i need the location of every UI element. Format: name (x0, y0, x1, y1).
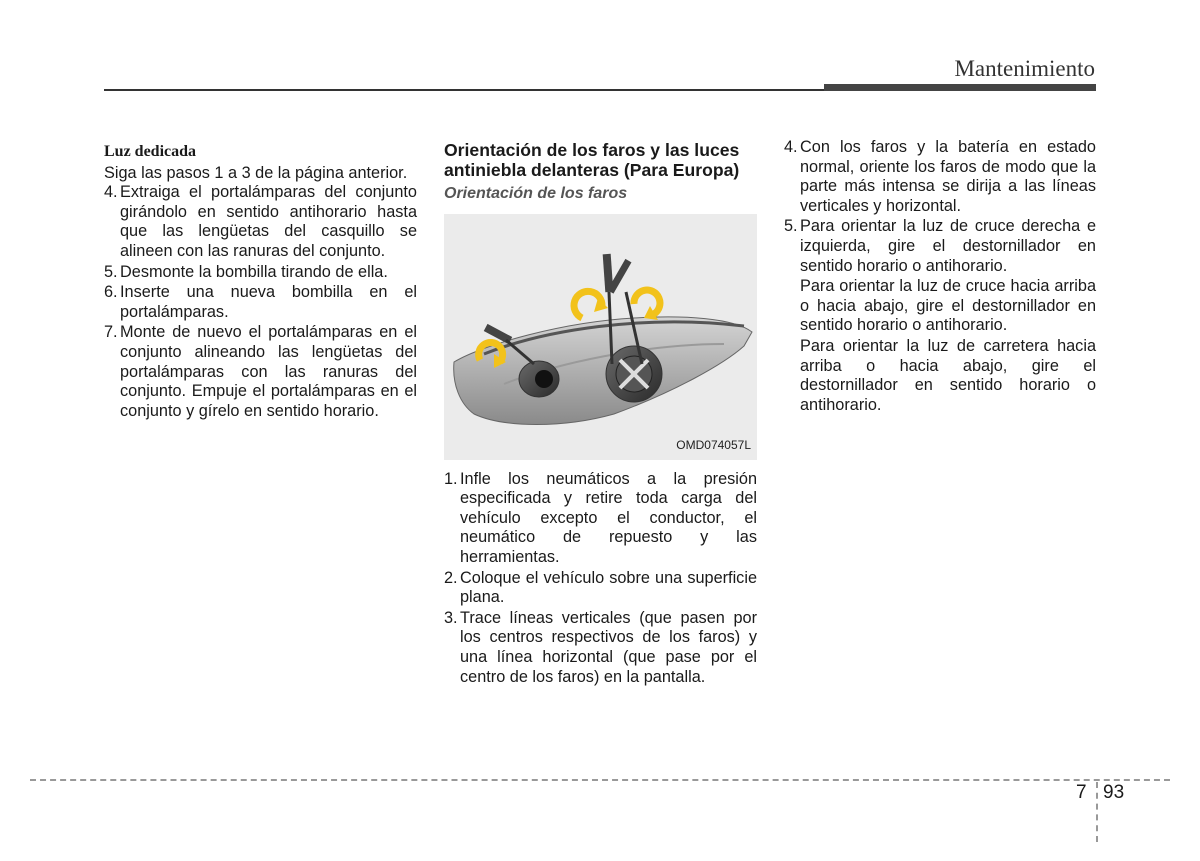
list-item (104, 283, 417, 322)
list-item (104, 183, 417, 261)
step-number: 3. (444, 608, 458, 627)
step-number: 2. (444, 568, 458, 587)
step-number: 7. (104, 323, 118, 342)
list-item (104, 263, 417, 283)
step-text: Desmonte la bombilla tirando de ella. (120, 262, 388, 281)
step-text: Coloque el vehículo sobre una superficie plana. (460, 568, 757, 607)
section-subtitle: Orientación de los faros (444, 185, 628, 202)
step-text: Inserte una nueva bombilla en el portalámparas. (120, 283, 417, 321)
step-continuation: Para orientar la luz de cruce hacia arriba o hacia abajo, gire el destornillador en sentido horario o antihorario. (800, 277, 1096, 335)
list-item (444, 470, 757, 568)
step-text: Monte de nuevo el portalámparas en el conjunto alineando las lengüetas del portalámparas con las ranuras del conjunto. Empuje el portalámparas en el conjunto y gírelo en sentido horario. (120, 323, 417, 420)
step-number: 4. (104, 183, 118, 202)
footer-divider (1096, 782, 1098, 842)
step-number: 5. (784, 217, 798, 236)
header-rule-accent (824, 84, 1096, 91)
step-number: 6. (104, 283, 118, 302)
list-item (444, 569, 757, 608)
section-subheading: Luz dedicada (104, 143, 197, 160)
page-header-title: Mantenimiento (954, 56, 1095, 81)
step-number: 5. (104, 262, 118, 281)
step-text: Trace líneas verticales (que pasen por los centros respectivos de los faros) y una línea horizontal (que pase por el centro de los faros) en la pantalla. (460, 608, 757, 686)
intro-paragraph: Siga las pasos 1 a 3 de la página anterior. (104, 163, 408, 182)
page-number: 93 (1103, 782, 1125, 803)
chapter-number: 7 (1076, 782, 1087, 803)
step-text: Para orientar la luz de cruce derecha e izquierda, gire el destornillador en sentido horario o antihorario. (800, 217, 1096, 275)
step-text: Con los faros y la batería en estado normal, oriente los faros de modo que la parte más intensa se dirija a las líneas verticales y horizontal. (800, 138, 1096, 215)
list-item (104, 323, 417, 421)
step-text: Extraiga el portalámparas del conjunto girándolo en sentido antihorario hasta que las lengüetas del casquillo se alineen con las ranuras del conjunto. (120, 183, 417, 260)
column-2 (444, 138, 757, 688)
column-1 (104, 138, 417, 422)
step-text: Infle los neumáticos a la presión especificada y retire toda carga del vehículo excepto el conductor, el neumático de repuesto y las herramientas. (460, 469, 757, 566)
list-item (444, 609, 757, 687)
step-number: 4. (784, 138, 798, 156)
step-number: 1. (444, 469, 458, 488)
footer-rule (30, 779, 1170, 781)
headlamp-illustration (444, 214, 757, 460)
section-title: Orientación de los faros y las luces antiniebla delanteras (Para Europa) (444, 140, 740, 180)
list-item (784, 217, 1096, 276)
step-continuation: Para orientar la luz de carretera hacia arriba o hacia abajo, gire el destornillador en sentido horario o antihorario. (800, 336, 1096, 414)
column-3 (784, 138, 1096, 416)
list-item (784, 138, 1096, 216)
headlamp-figure (444, 214, 757, 460)
figure-code: OMD074057L (676, 438, 751, 452)
